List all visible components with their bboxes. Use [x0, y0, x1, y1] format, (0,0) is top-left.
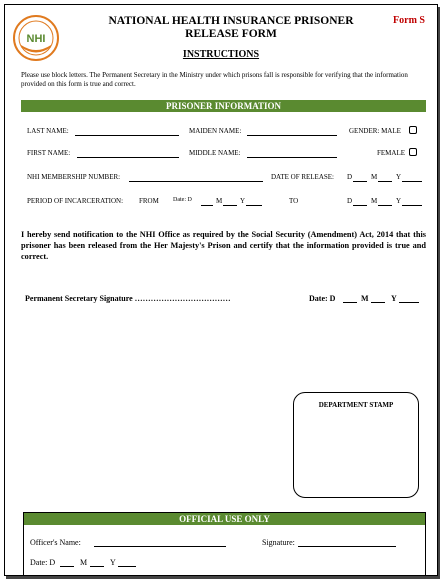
department-stamp-label: DEPARTMENT STAMP: [318, 401, 394, 409]
officer-signature-label: Signature:: [262, 538, 295, 547]
from-day-field[interactable]: [201, 205, 213, 206]
official-month-field[interactable]: [90, 566, 104, 567]
from-day-label: Date: D: [173, 197, 192, 203]
maiden-name-field[interactable]: [247, 135, 337, 136]
official-year-label: Y: [110, 558, 116, 567]
svg-text:NHI: NHI: [26, 33, 46, 45]
middle-name-label: MIDDLE NAME:: [189, 149, 241, 157]
prisoner-info-header: PRISONER INFORMATION: [21, 100, 426, 112]
nhi-number-label: NHI MEMBERSHIP NUMBER:: [27, 173, 121, 181]
nhi-row: [21, 173, 426, 185]
instructions-title: INSTRUCTIONS: [182, 49, 260, 60]
official-use-header: OFFICIAL USE ONLY: [24, 513, 425, 525]
official-year-field[interactable]: [118, 566, 136, 567]
last-name-label: LAST NAME:: [27, 127, 69, 135]
from-year-field[interactable]: [246, 205, 262, 206]
middle-name-field[interactable]: [247, 157, 337, 158]
official-day-label: Date: D: [30, 558, 56, 567]
from-year-label: Y: [240, 197, 246, 205]
maiden-name-label: MAIDEN NAME:: [189, 127, 242, 135]
release-year-label: Y: [396, 173, 402, 181]
sig-day-label: Date: D: [309, 294, 336, 303]
to-label: TO: [289, 197, 299, 205]
last-name-field[interactable]: [75, 135, 179, 136]
officer-signature-field[interactable]: [298, 546, 396, 547]
from-label: FROM: [139, 197, 159, 205]
name-row-1: [21, 127, 426, 139]
declaration-text: I hereby send notification to the NHI Office as required by the Social Security (Amendment) Act, 2014 that this prisoner has been released from the Her Majesty's Prison and certify that the information provided is true and correct.: [21, 230, 426, 261]
nhi-number-field[interactable]: [129, 181, 263, 182]
sig-month-label: M: [361, 294, 369, 303]
to-day-label: D: [347, 197, 353, 205]
to-month-field[interactable]: [378, 205, 392, 206]
name-row-2: [21, 149, 426, 161]
period-label: PERIOD OF INCARCERATION:: [27, 197, 124, 205]
form-page: [4, 4, 438, 576]
form-title: NATIONAL HEALTH INSURANCE PRISONER RELEASE FORM: [108, 15, 354, 40]
date-of-release-label: DATE OF RELEASE:: [271, 173, 334, 181]
gender-male-label: GENDER: MALE: [349, 127, 401, 135]
official-use-box: [23, 512, 426, 576]
from-month-field[interactable]: [223, 205, 237, 206]
release-year-field[interactable]: [402, 181, 422, 182]
release-day-label: D: [347, 173, 353, 181]
sig-day-field[interactable]: [343, 302, 357, 303]
instructions-text: Please use block letters. The Permanent Secretary in the Ministry under which prisons fall is responsible for verifying that the information provided on this form is true and correct.: [21, 71, 408, 88]
sig-year-field[interactable]: [399, 302, 419, 303]
to-year-field[interactable]: [402, 205, 422, 206]
ps-signature-label: Permanent Secretary Signature ………………………………: [25, 294, 231, 303]
first-name-field[interactable]: [77, 157, 179, 158]
release-month-label: M: [371, 173, 378, 181]
to-day-field[interactable]: [353, 205, 367, 206]
officer-row: [30, 538, 420, 550]
official-month-label: M: [80, 558, 88, 567]
from-month-label: M: [216, 197, 223, 205]
first-name-label: FIRST NAME:: [27, 149, 71, 157]
to-year-label: Y: [396, 197, 402, 205]
female-checkbox[interactable]: [409, 148, 417, 156]
department-stamp-box: [293, 392, 419, 498]
official-date-row: [30, 558, 420, 570]
to-month-label: M: [371, 197, 378, 205]
official-day-field[interactable]: [60, 566, 74, 567]
sig-month-field[interactable]: [371, 302, 385, 303]
officer-name-label: Officer's Name:: [30, 538, 81, 547]
release-day-field[interactable]: [353, 181, 367, 182]
gender-female-label: FEMALE: [377, 149, 405, 157]
sig-year-label: Y: [391, 294, 397, 303]
male-checkbox[interactable]: [409, 126, 417, 134]
officer-name-field[interactable]: [94, 546, 226, 547]
release-month-field[interactable]: [378, 181, 392, 182]
incarceration-row: [21, 197, 426, 209]
form-id: Form S: [393, 15, 425, 26]
